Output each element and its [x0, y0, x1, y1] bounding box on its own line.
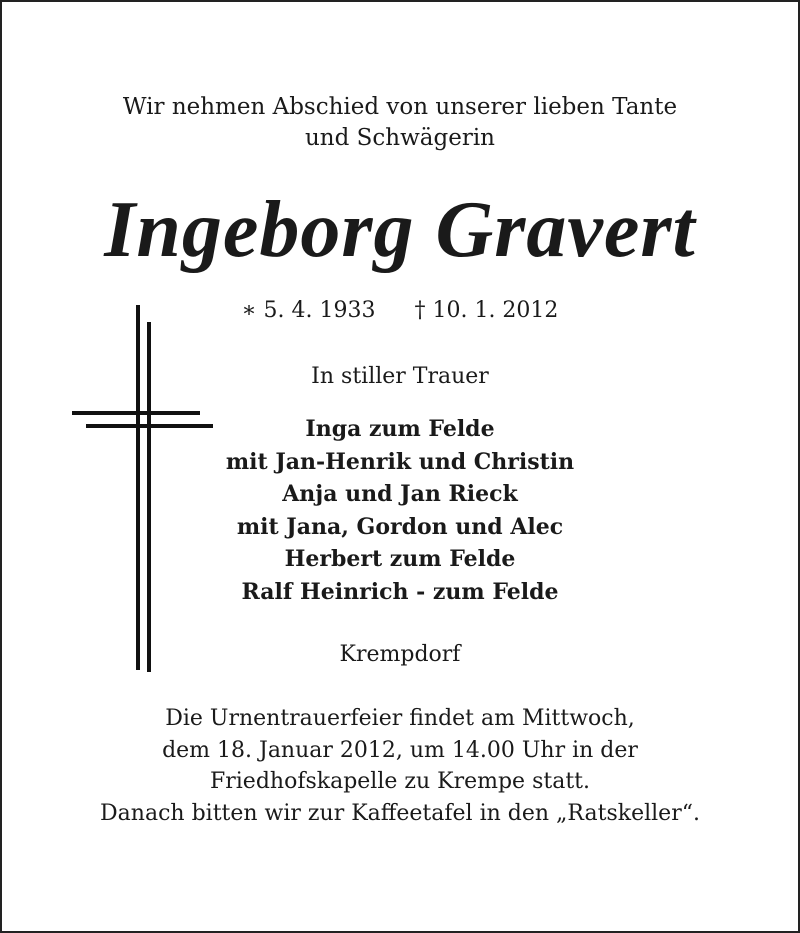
mourning-phrase: In stiller Trauer — [311, 364, 489, 389]
service-line: dem 18. Januar 2012, um 14.00 Uhr in der — [162, 737, 638, 763]
mourner-line: Inga zum Felde — [305, 416, 495, 442]
mourners-list — [0, 413, 800, 608]
deceased-name: Ingeborg Gravert — [104, 186, 696, 274]
service-info — [0, 703, 800, 829]
service-line: Friedhofskapelle zu Krempe statt. — [209, 769, 590, 794]
birth-date: ∗ 5. 4. 1933 — [241, 298, 376, 323]
intro-line: und Schwägerin — [304, 125, 495, 151]
service-line: Danach bitten wir zur Kaffeetafel in den „Ratskeller“. — [100, 800, 700, 826]
death-date: † 10. 1. 2012 — [414, 298, 559, 323]
mourner-line: Herbert zum Felde — [284, 546, 516, 572]
place-name: Krempdorf — [339, 642, 461, 667]
service-line: Die Urnentrauerfeier findet am Mittwoch, — [165, 706, 635, 731]
mourner-line: mit Jan-Henrik und Christin — [225, 448, 575, 475]
mourner-line: mit Jana, Gordon und Alec — [236, 513, 564, 540]
mourner-line: Ralf Heinrich - zum Felde — [241, 578, 559, 605]
intro-line: Wir nehmen Abschied von unserer lieben Tante — [122, 94, 678, 120]
mourner-line: Anja und Jan Rieck — [282, 481, 518, 507]
intro-text — [0, 92, 800, 154]
